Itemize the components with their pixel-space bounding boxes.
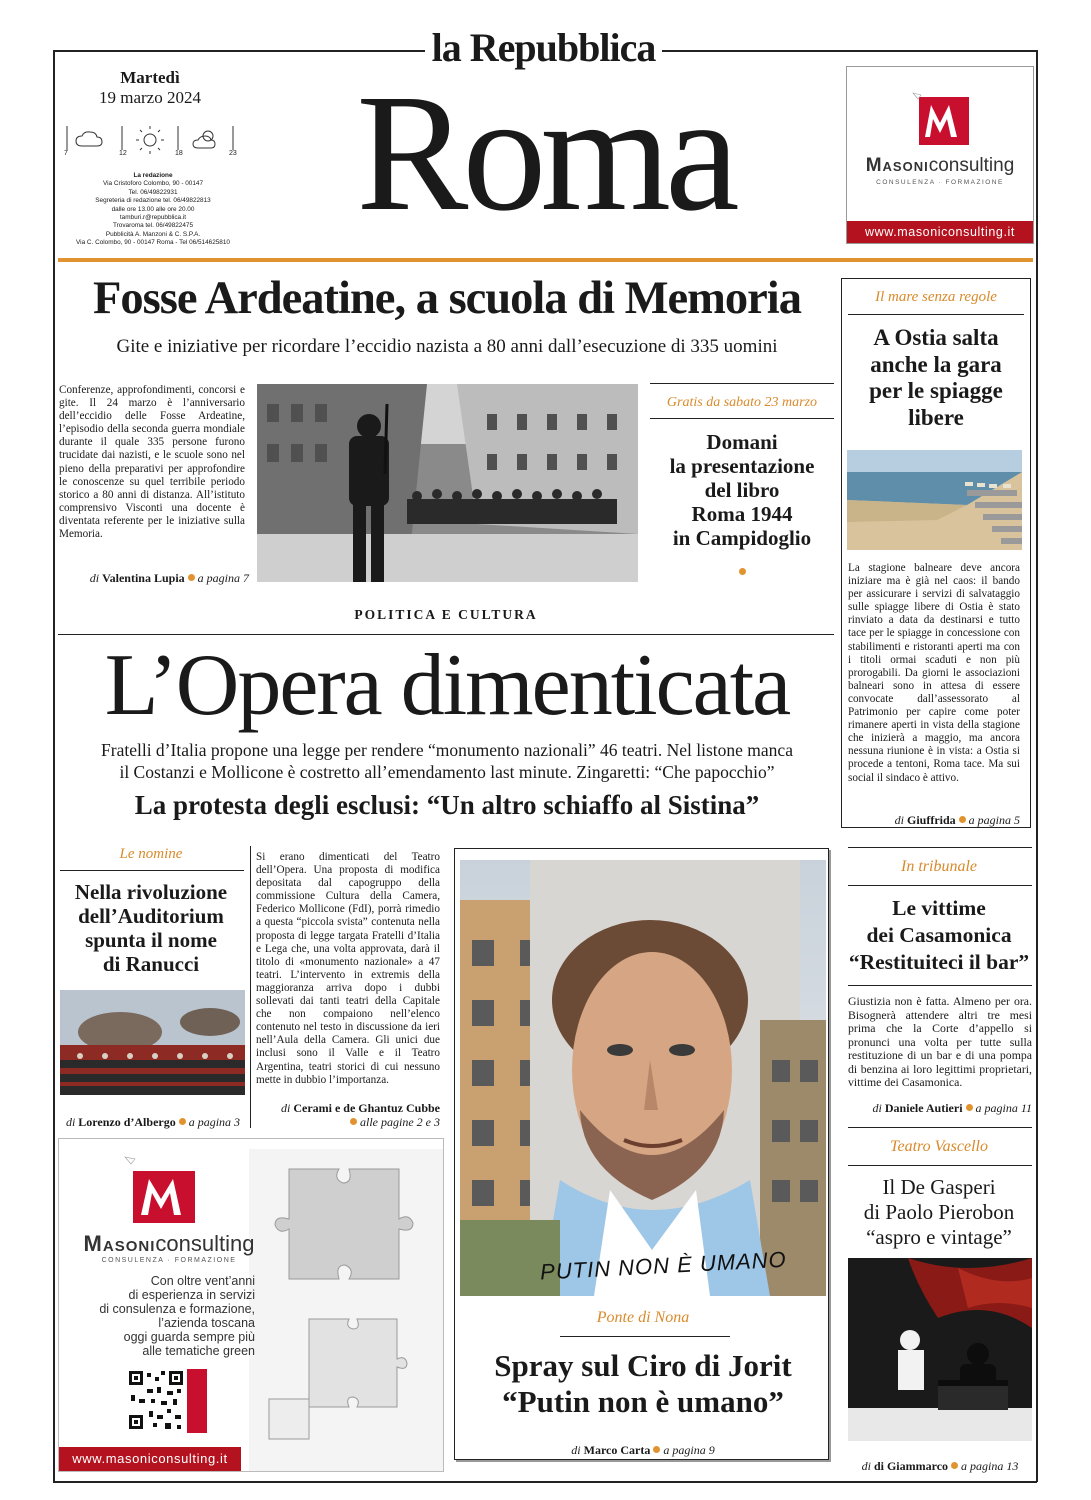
ad-copy-line: oggi guarda sempre più — [123, 1330, 255, 1344]
redazione-line: Trovaroma tel. 06/49822475 — [112, 222, 194, 230]
casamonica-kicker: In tribunale — [901, 858, 977, 875]
bullet-icon — [951, 1462, 958, 1469]
ad-brand-light: consulting — [155, 1231, 255, 1256]
redazione-title: La redazione — [133, 172, 173, 179]
headline-line: di Paolo Pierobon — [863, 1200, 1015, 1224]
byline-page[interactable]: a pagina 9 — [663, 1443, 715, 1457]
headline-line: del libro — [704, 478, 780, 502]
redazione-line: Segreteria di redazione tel. 06/49822813 — [95, 197, 211, 205]
ad-brand-bold: Masoni — [83, 1231, 156, 1256]
opera-byline-page — [256, 1115, 440, 1130]
ad-copy-line: l’azienda toscana — [158, 1316, 255, 1330]
headline-line: dell’Auditorium — [78, 904, 224, 928]
gratis-kicker: Gratis da sabato 23 marzo — [666, 395, 818, 410]
headline-line: in Campidoglio — [672, 526, 812, 550]
headline-line: spunta il nome — [85, 928, 217, 952]
date-weekday: Martedì — [120, 68, 180, 87]
casamonica-body: Giustizia non è fatta. Almeno per ora. Bisognerà attendere altri tre mesi prima che la Corte d’appello si pronunci una volta per tutte sulla restituzione di un bar e di una pompa di benzina ai loro legittimi proprietari, vittime dei Casamonica. — [848, 994, 1032, 1089]
casamonica-headline — [846, 895, 1032, 976]
puzzle-graphic — [249, 1149, 444, 1471]
headline-line: Nella rivoluzione — [74, 880, 228, 904]
headline-line: Spray sul Ciro di Jorit — [494, 1348, 792, 1383]
vascello-photo — [848, 1258, 1032, 1441]
bullet-icon — [966, 1104, 973, 1111]
headline-line: “Restituiteci il bar” — [848, 950, 1030, 974]
weather-icons — [62, 122, 240, 162]
opera-byline — [256, 1101, 440, 1116]
nomine-byline — [58, 1115, 248, 1130]
byline-di: di — [894, 813, 904, 827]
gratis-headline — [650, 430, 834, 550]
opera-sub2: il Costanzi e Mollicone è costretto all’emendamento last minute. Zingaretti: “Che papocchio” — [119, 762, 775, 782]
byline-author[interactable]: Valentina Lupia — [102, 571, 185, 585]
redazione-line: Via C. Colombo, 90 - 00147 Roma - Tel 06/514625810 — [76, 239, 230, 247]
ad-copy-line: alle tematiche green — [142, 1344, 255, 1358]
casamonica-byline — [848, 1101, 1032, 1116]
headline-line: di Ranucci — [102, 952, 200, 976]
ostia-headline — [846, 325, 1026, 431]
paper-name: la Repubblica — [431, 25, 656, 70]
nomine-kicker: Le nomine — [119, 846, 183, 862]
byline-di: di — [89, 571, 100, 585]
redazione-line: Tel. 06/49822931 — [128, 188, 178, 196]
ostia-byline — [848, 813, 1020, 828]
mural-graffiti-text: PUTIN NON È UMANO — [539, 1246, 788, 1285]
ad-copy-line: di consulenza e formazione, — [99, 1302, 255, 1316]
headline-line: “aspro e vintage” — [866, 1225, 1012, 1249]
lead-photo — [257, 384, 638, 582]
ad-copy-line: di esperienza in servizi — [128, 1288, 255, 1302]
ostia-body: La stagione balneare deve ancora iniziare ma è già nel caos: il bando per assicurare i servizi di salvataggio sulle spiagge libere di Ostia è stato rinviato a data da destinarsi e tutto tace per le spiagge in concessione con stabilimenti e ristoranti aperti ma con i titoli ormai scaduti e non più prorogabili. Da giorni le associazioni balneari sono in attesa di essere convocate dall’assessorato al Patrimonio per capire come poter rimanere aperti in vista della stagione che inizierà a maggio, ma ancora nessuna riunione è in vista: a Ostia si procede a tentoni, Roma tace. Ma sui social il sindaco è attivo. — [848, 562, 1020, 784]
masoni-logo-icon — [119, 1153, 201, 1225]
ostia-beach-photo — [847, 450, 1022, 550]
lead-headline: Fosse Ardeatine, a scuola di Memoria — [93, 273, 801, 324]
ad-copy-line: Con oltre vent’anni — [150, 1274, 255, 1288]
ad-brand-light: consulting — [928, 155, 1015, 176]
nomine-headline — [58, 880, 244, 976]
gratis-page[interactable] — [650, 565, 834, 580]
auditorium-photo — [60, 990, 245, 1095]
masoni-logo-icon — [911, 91, 971, 147]
bullet-icon — [653, 1446, 660, 1453]
jorit-byline — [460, 1443, 826, 1458]
ad-brand-bold: Masoni — [865, 155, 929, 176]
byline-author[interactable]: Lorenzo d’Albergo — [78, 1115, 176, 1129]
redazione-line: dalle ore 13.00 alle ore 20.00 — [111, 205, 195, 213]
byline-page[interactable]: alle pagine 2 e 3 — [360, 1115, 440, 1129]
date-full: 19 marzo 2024 — [99, 88, 201, 107]
temp-4: 23 — [229, 150, 237, 157]
temp-3: 18 — [175, 150, 183, 157]
byline-author[interactable]: Daniele Autieri — [884, 1101, 963, 1115]
headline-line: Le vittime — [892, 896, 986, 920]
redazione-block — [58, 172, 248, 248]
byline-page[interactable]: a pagina 5 — [968, 813, 1020, 827]
ostia-kicker: Il mare senza regole — [875, 289, 997, 305]
temp-2: 12 — [119, 150, 127, 157]
byline-author[interactable]: di Giammarco — [873, 1459, 949, 1473]
bullet-icon — [959, 816, 966, 823]
vascello-headline — [846, 1175, 1032, 1250]
byline-di: di — [861, 1459, 871, 1473]
ad-url[interactable]: www.masoniconsulting.it — [847, 221, 1033, 243]
headline-line: Domani — [706, 430, 778, 454]
bullet-icon — [188, 574, 195, 581]
edition-title: Roma — [356, 60, 734, 246]
byline-author[interactable]: Marco Carta — [583, 1443, 651, 1457]
ad-bottom[interactable] — [58, 1138, 444, 1472]
mural-photo — [460, 860, 826, 1296]
masthead-divider — [58, 258, 1033, 262]
bullet-icon — [350, 1118, 357, 1125]
ad-tagline: CONSULENZA · FORMAZIONE — [876, 179, 1004, 186]
byline-page[interactable]: a pagina 3 — [188, 1115, 241, 1129]
headline-line: la presentazione — [669, 454, 815, 478]
lead-body: Conferenze, approfondimenti, concorsi e gite. Il 24 marzo è l’anniversario dell’eccidio delle Fosse Ardeatine, l’episodio della seconda guerra mondiale durante il quale 335 persone furono trucidate dai nazisti, e le scuole sono nel pieno della preparativi per approfondire le conoscenze su quel terribile periodo storico a 80 anni di distanza. All’istituto comprensivo Visconti una docente è diventata referente per le iniziative sulla Memoria. — [59, 384, 245, 541]
headline-line: “Putin non è umano” — [502, 1384, 784, 1419]
redazione-line: Via Cristoforo Colombo, 90 - 00147 — [102, 180, 204, 188]
opera-headline: L’Opera dimenticata — [104, 637, 790, 734]
ad-top[interactable] — [846, 66, 1034, 244]
byline-page[interactable]: a pagina 13 — [961, 1459, 1019, 1473]
qr-code-icon[interactable] — [127, 1369, 207, 1433]
vascello-byline — [848, 1459, 1032, 1474]
weather-strip — [62, 122, 240, 162]
opera-sub3: La protesta degli esclusi: “Un altro schiaffo al Sistina” — [134, 790, 760, 820]
headline-line: dei Casamonica — [866, 923, 1012, 947]
ad-copy — [69, 1274, 255, 1358]
byline-page[interactable]: a pagina 11 — [975, 1101, 1032, 1115]
headline-line: A Ostia salta — [873, 325, 999, 350]
bullet-icon — [179, 1118, 186, 1125]
vascello-kicker: Teatro Vascello — [890, 1138, 988, 1155]
jorit-headline — [460, 1348, 826, 1420]
byline-di: di — [65, 1115, 76, 1129]
section-label: POLITICA E CULTURA — [354, 607, 538, 622]
redazione-line: Pubblicità A. Manzoni & C. S.P.A. — [105, 230, 201, 238]
headline-line: anche la gara — [870, 351, 1002, 377]
temp-1: 7 — [64, 150, 68, 157]
byline-di: di — [280, 1101, 291, 1115]
byline-page[interactable]: a pagina 7 — [197, 571, 249, 585]
byline-author[interactable]: Giuffrida — [906, 813, 956, 827]
lead-subhead: Gite e iniziative per ricordare l’eccidio nazista a 80 anni dall’esecuzione di 335 uomini — [116, 336, 778, 357]
bullet-icon — [739, 568, 746, 575]
headline-line: Roma 1944 — [691, 502, 793, 526]
ad-tagline: CONSULENZA · FORMAZIONE — [101, 1257, 237, 1264]
lead-byline — [59, 571, 249, 586]
redazione-line: tamburi.r@repubblica.it — [119, 214, 187, 222]
jorit-kicker: Ponte di Nona — [596, 1309, 690, 1326]
byline-author[interactable]: Cerami e de Ghantuz Cubbe — [293, 1101, 440, 1115]
opera-body: Si erano dimenticati del Teatro dell’Opera. Una proposta di modifica depositata dal capogruppo della commissione Cultura della Camera, Federico Mollicone (FdI), porrà rimedio a questa “piccola svista” contenuta nella proposta di legge targata Fratelli d’Italia e Lega che, una volta approvata, darà il titolo di «monumento nazionale» a 47 teatri. L’intervento in extremis della maggioranza arriva dopo i dubbi sollevati dai tanti teatri della Capitale che non compaiono nell’elenco contenuto nel testo in discussione da ieri nell’Aula della Camera. Gli unici due inclusi sono il Valle e il Teatro Argentina, teatri storici di cui nessuno mette in dubbio l’importanza. — [256, 851, 440, 1086]
byline-di: di — [571, 1443, 581, 1457]
ad-url[interactable]: www.masoniconsulting.it — [59, 1447, 241, 1471]
opera-sub1: Fratelli d’Italia propone una legge per rendere “monumento nazionali” 46 teatri. Nel listone manca — [101, 740, 793, 760]
headline-line: libere — [908, 404, 964, 430]
headline-line: per le spiagge — [869, 378, 1003, 403]
headline-line: Il De Gasperi — [882, 1175, 996, 1199]
byline-di: di — [872, 1101, 882, 1115]
